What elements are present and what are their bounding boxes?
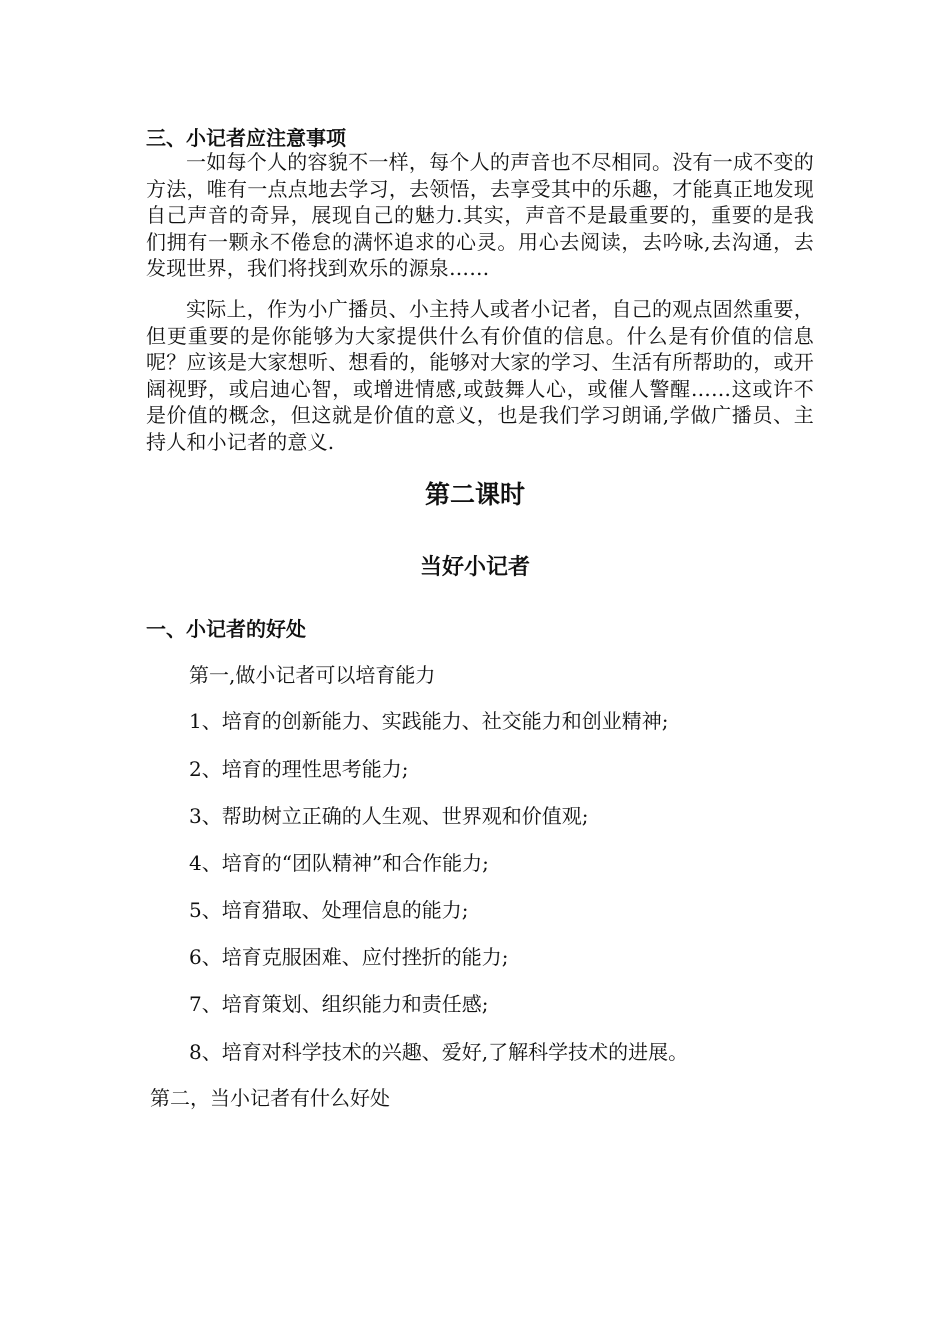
- list-item: 7、培育策划、组织能力和责任感;: [189, 992, 489, 1016]
- lesson-title: 第二课时: [424, 480, 525, 509]
- section1-heading: 一、小记者的好处: [146, 617, 306, 641]
- list-item: 8、培育对科学技术的兴趣、爱好,了解科学技术的进展。: [189, 1040, 689, 1064]
- list-item: 1、培育的创新能力、实践能力、社交能力和创业精神;: [189, 709, 669, 733]
- section3-heading: 三、小记者应注意事项: [146, 126, 346, 150]
- section3-paragraph-2: 实际上，作为小广播员、小主持人或者小记者，自己的观点固然重要，但更重要的是你能够为大家提供什么有价值的信息。什么是有价值的信息呢？应该是大家想听、想看的，能够对大家的学习、生活有所帮助的，或开阔视野，或启迪心智，或增进情感,或鼓舞人心，或催人警醒……这或许不是价值的概念，但这就是价值的意义，也是我们学习朗诵,学做广播员、主持人和小记者的意义.: [146, 297, 814, 454]
- first-point: 第一,做小记者可以培育能力: [189, 663, 436, 687]
- list-item: 4、培育的“团队精神”和合作能力;: [189, 851, 489, 875]
- list-item: 2、培育的理性思考能力;: [189, 757, 409, 781]
- second-point: 第二，当小记者有什么好处: [150, 1086, 390, 1110]
- list-item: 3、帮助树立正确的人生观、世界观和价值观;: [189, 804, 589, 828]
- lesson-subtitle: 当好小记者: [419, 555, 530, 580]
- list-item: 5、培育猎取、处理信息的能力;: [189, 898, 469, 922]
- section3-paragraph-1: 一如每个人的容貌不一样，每个人的声音也不尽相同。没有一成不变的方法，唯有一点点地去学习，去领悟，去享受其中的乐趣，才能真正地发现自己声音的奇异，展现自己的魅力.其实，声音不是最重要的，重要的是我们拥有一颗永不倦怠的满怀追求的心灵。用心去阅读，去吟咏,去沟通，去发现世界，我们将找到欢乐的源泉……: [146, 150, 814, 281]
- list-item: 6、培育克服困难、应付挫折的能力;: [189, 945, 509, 969]
